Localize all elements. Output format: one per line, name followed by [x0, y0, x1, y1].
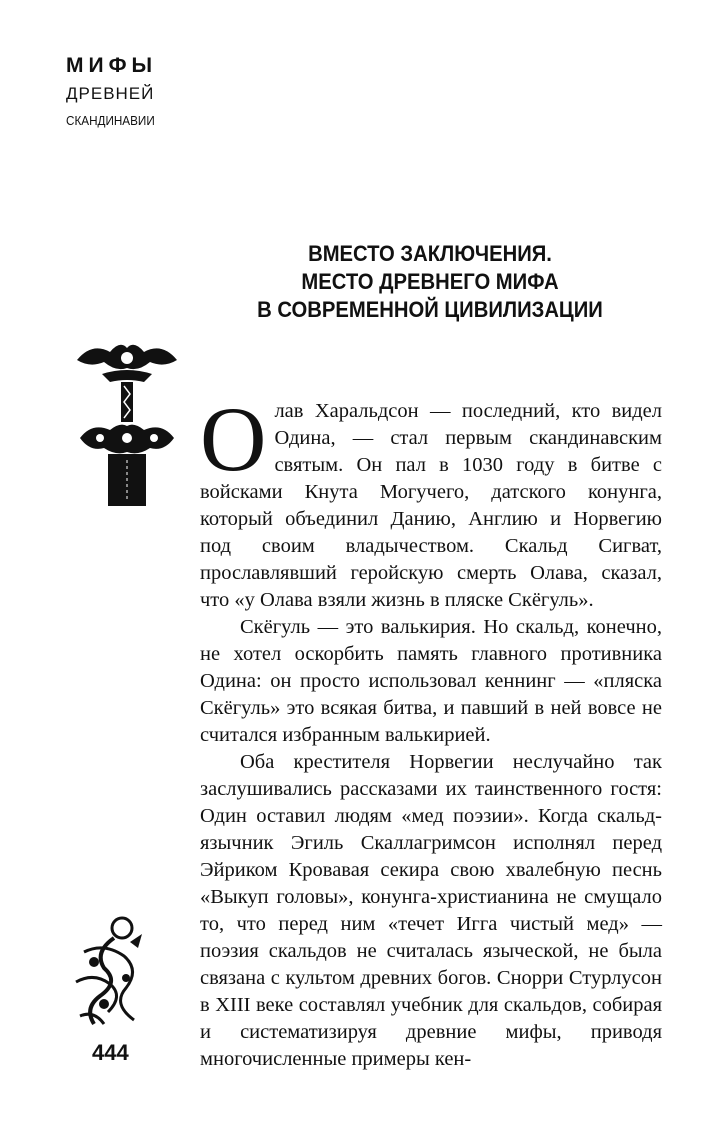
knotwork-beast-icon [64, 912, 154, 1037]
carved-pillar-icon [72, 338, 182, 515]
chapter-title [218, 240, 641, 324]
header-line-1: МИФЫ [66, 54, 158, 77]
paragraph-1 [200, 388, 662, 614]
page-number: 444 [92, 1040, 129, 1065]
header-line-2: ДРЕВНЕЙ [66, 84, 155, 103]
header-line-3: СКАНДИНАВИИ [66, 113, 155, 128]
title-line-2: МЕСТО ДРЕВНЕГО МИФА [301, 269, 559, 294]
paragraph-3: Оба крестителя Норвегии неслучайно так заслушивались рассказами их таинственного гостя: Один оставил людям «мед поэзии». Когда скальд-язычник Эгиль Скаллагримсон исполнял перед Эйриком Кровавая секира свою хвалебную песнь «Выкуп головы», конунга-христианина не смущало то, что перед ним «течет Игга чистый мед» — поэзия скальдов не считалась языческой, не была связана с культом древних богов. Снорри Стурлусон в XIII веке составлял учебник для скальдов, собирая и систематизируя древние мифы, приводя многочисленные примеры кен- [200, 751, 662, 1070]
title-line-1: ВМЕСТО ЗАКЛЮЧЕНИЯ. [308, 241, 552, 266]
drop-cap: О [200, 388, 267, 490]
title-line-3: В СОВРЕМЕННОЙ ЦИВИЛИЗАЦИИ [257, 297, 603, 322]
paragraph-1-text: лав Харальдсон — последний, кто видел Одина, — стал первым скандинавским святым. Он пал в 1030 году в битве с войсками Кнута Могучего, датского конунга, который объединил Данию, Англию и Норвегию под своим владычеством. Скальд Сигват, прославлявший геройскую смерть Олава, сказал, что «у Олава взяли жизнь в пляске Скёгуль». [200, 400, 662, 611]
running-header [66, 52, 165, 134]
paragraph-2: Скёгуль — это валькирия. Но скальд, конечно, не хотел оскорбить память главного противника Одина: он просто использовал кеннинг — «пляска Скёгуль» это всякая битва, и павший в ней вовсе не считался избранным валькирией. [200, 616, 662, 746]
body-text [200, 388, 662, 1073]
